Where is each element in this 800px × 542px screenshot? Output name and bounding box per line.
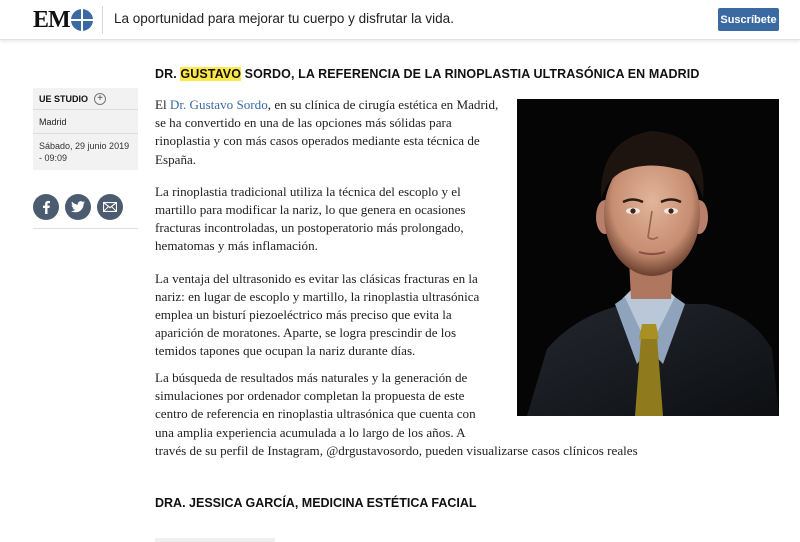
publish-date: Sábado, 29 junio 2019 - 09:09 (39, 141, 130, 163)
facebook-icon (40, 200, 52, 214)
email-share-button[interactable] (97, 194, 123, 220)
p4-line: La búsqueda de resultados más naturales y la generación de (155, 370, 468, 385)
p4-line: centro de referencia en rinoplastia ultrasónica que cuenta con (155, 406, 476, 422)
logo-text: EM (33, 7, 70, 33)
top-bar (0, 0, 800, 40)
doctor-portrait (517, 99, 779, 416)
article-meta (33, 88, 138, 170)
portrait-illustration (517, 99, 779, 416)
logo[interactable] (33, 7, 93, 33)
paragraph-2: La rinoplastia tradicional utiliza la técnica del escoplo y el martillo para modificar la nariz, lo que genera en ocasiones fracturas incontroladas, un postoperatorio más prolongado, hematomas y más inflamación. (155, 183, 466, 254)
city-label: Madrid (33, 110, 138, 134)
section-row (33, 88, 138, 110)
p1-prefix: El (155, 97, 170, 112)
section-subheading: DRA. JESSICA GARCÍA, MEDICINA ESTÉTICA FACIAL (155, 496, 477, 510)
p4-line: simulaciones por ordenador completan la propuesta de este (155, 388, 465, 404)
paragraph-3: La ventaja del ultrasonido es evitar las clásicas fracturas en la nariz: en lugar de escoplo y martillo, la rinoplastia ultrasónica emplea un bisturí piezoeléctrico más preciso que evita la aparición de moratones. Aparte, se logra prescindir de los temidos tapones que ocupan la nariz durante días. (155, 270, 480, 359)
p1-rest: , en su clínica de cirugía estética en Madrid, se ha convertido en una de las opciones más sólidas para rinoplastia y con más casos operados mediante esta técnica de España. (155, 97, 499, 167)
paragraph-1 (155, 96, 500, 169)
facebook-share-button[interactable] (33, 194, 59, 220)
plus-circle-icon[interactable]: + (94, 93, 106, 105)
header-divider (102, 6, 103, 34)
p4-line: una amplia experiencia acumulada a lo largo de los años. A (155, 424, 466, 440)
next-content-hint (155, 538, 275, 542)
headline-rest: SORDO, LA REFERENCIA DE LA RINOPLASTIA ULTRASÓNICA EN MADRID (241, 67, 700, 81)
doctor-link[interactable]: Dr. Gustavo Sordo (169, 97, 268, 112)
headline-prefix: DR. (155, 67, 181, 81)
mail-icon (103, 202, 117, 212)
subscribe-button[interactable]: Suscríbete (718, 8, 779, 31)
article-sidebar (33, 88, 138, 229)
p4-line: través de su perfil de Instagram, @drgustavosordo, pueden visualizarse casos clínicos reales (155, 442, 638, 458)
article-body (155, 96, 500, 375)
share-buttons (33, 194, 138, 229)
twitter-icon (71, 201, 85, 213)
twitter-share-button[interactable] (65, 194, 91, 220)
section-label[interactable]: UE STUDIO (39, 93, 89, 104)
tagline: La oportunidad para mejorar tu cuerpo y disfrutar la vida. (114, 11, 454, 26)
globe-icon (71, 9, 93, 31)
headline-highlight: GUSTAVO (180, 67, 242, 81)
article-headline (155, 67, 775, 81)
